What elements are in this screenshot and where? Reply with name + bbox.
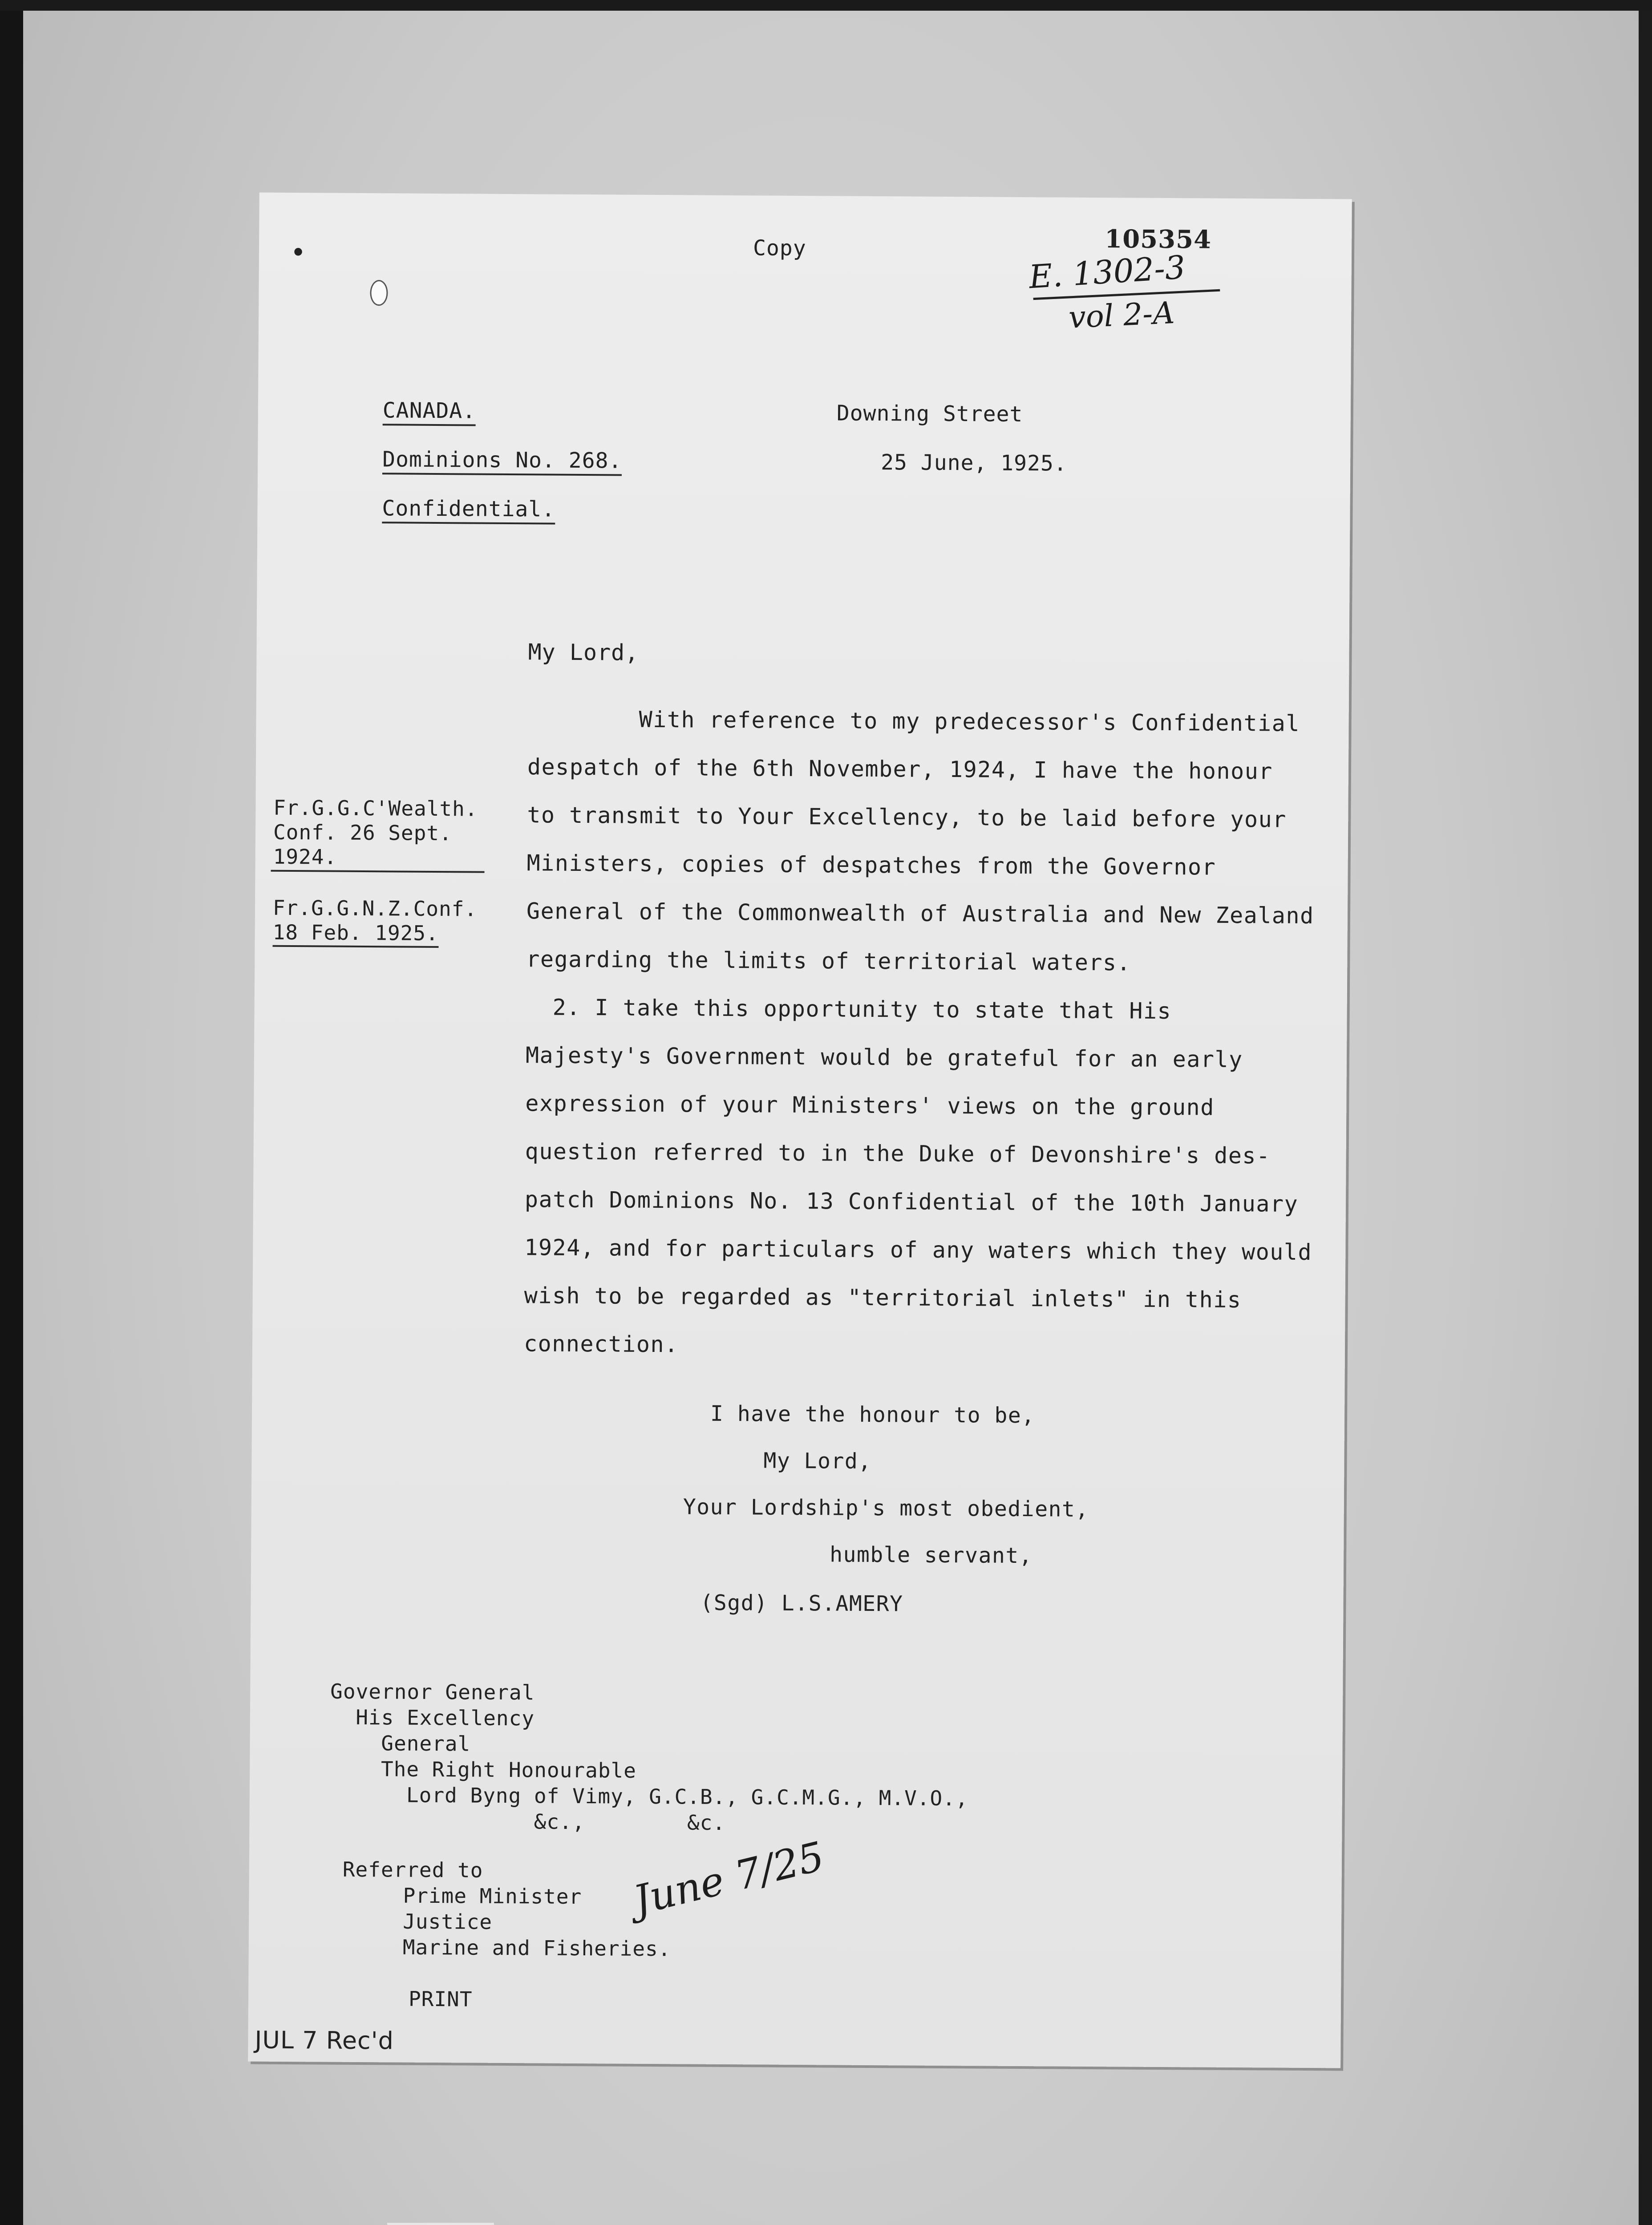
margin-note-2-line-2: 18 Feb. 1925. xyxy=(272,920,438,948)
header-place: Downing Street xyxy=(836,400,1023,427)
film-edge-left xyxy=(0,0,23,2225)
body-line: regarding the limits of territorial waters. xyxy=(526,946,1131,976)
header-dispatch-number: Dominions No. 268. xyxy=(382,447,622,476)
closing-line: Your Lordship's most obedient, xyxy=(683,1494,1089,1522)
margin-note-1-underline xyxy=(271,870,485,873)
body-line: Ministers, copies of despatches from the Governor xyxy=(526,850,1216,880)
margin-note-1-line-1: Fr.G.G.C'Wealth. xyxy=(273,795,478,821)
handwritten-ref-1: E. 1302-3 xyxy=(1028,248,1186,296)
body-line: With reference to my predecessor's Confidential xyxy=(639,706,1300,736)
body-line: wish to be regarded as "territorial inlets" in this xyxy=(524,1282,1242,1313)
copy-label: Copy xyxy=(753,235,806,261)
addressee-line: The Right Honourable xyxy=(330,1756,637,1783)
letter-page xyxy=(248,193,1352,2068)
holder-clip-center xyxy=(387,2223,494,2225)
film-edge-top xyxy=(0,0,1652,11)
body-line: General of the Commonwealth of Australia and New Zealand xyxy=(526,898,1314,929)
salutation: My Lord, xyxy=(528,639,639,666)
addressee-line: &c., &c. xyxy=(329,1808,726,1835)
body-line: patch Dominions No. 13 Confidential of the 10th January xyxy=(524,1186,1299,1217)
signature-line: (Sgd) L.S.AMERY xyxy=(700,1590,903,1617)
referred-line: Marine and Fisheries. xyxy=(364,1935,671,1961)
closing-line: humble servant, xyxy=(830,1542,1033,1569)
tick-mark: • xyxy=(290,237,307,269)
header-country: CANADA. xyxy=(383,398,476,426)
archive-holder xyxy=(0,2180,1652,2225)
body-line: to transmit to Your Excellency, to be laid before your xyxy=(527,802,1287,833)
body-line: expression of your Ministers' views on the ground xyxy=(525,1090,1215,1121)
file-number: 105354 xyxy=(1105,224,1212,255)
handwritten-date: June 7/25 xyxy=(629,1833,829,1925)
referred-line: Referred to xyxy=(342,1857,483,1882)
body-line: 1924, and for particulars of any waters which they would xyxy=(524,1234,1312,1266)
body-line: despatch of the 6th November, 1924, I have the honour xyxy=(527,754,1273,785)
margin-note-1-line-3: 1924. xyxy=(273,844,337,869)
addressee-line: His Excellency xyxy=(330,1705,535,1731)
closing-line: I have the honour to be, xyxy=(710,1401,1035,1428)
body-line: connection. xyxy=(523,1331,679,1358)
margin-note-2-line-1: Fr.G.G.N.Z.Conf. xyxy=(272,895,478,921)
body-line: 2. I take this opportunity to state that His xyxy=(552,994,1172,1024)
addressee-line: General xyxy=(330,1731,471,1756)
header-date: 25 June, 1925. xyxy=(881,450,1067,476)
body-line: question referred to in the Duke of Devonshire's des- xyxy=(525,1138,1271,1169)
body-line: Majesty's Government would be grateful for an early xyxy=(525,1042,1243,1073)
film-edge-right xyxy=(1639,0,1652,2225)
closing-line: My Lord, xyxy=(763,1448,872,1474)
received-stamp: JUL 7 Rec'd xyxy=(255,2026,394,2055)
header-classification: Confidential. xyxy=(382,496,555,524)
print-label: PRINT xyxy=(408,1986,473,2011)
handwritten-ref-2: vol 2-A xyxy=(1068,295,1175,336)
referred-line: Justice xyxy=(364,1909,493,1934)
punch-hole xyxy=(370,280,388,306)
addressee-line: Governor General xyxy=(330,1679,535,1705)
referred-line: Prime Minister xyxy=(364,1883,582,1909)
margin-note-1-line-2: Conf. 26 Sept. xyxy=(273,820,452,846)
addressee-line: Lord Byng of Vimy, G.C.B., G.C.M.G., M.V.O., xyxy=(329,1782,968,1811)
